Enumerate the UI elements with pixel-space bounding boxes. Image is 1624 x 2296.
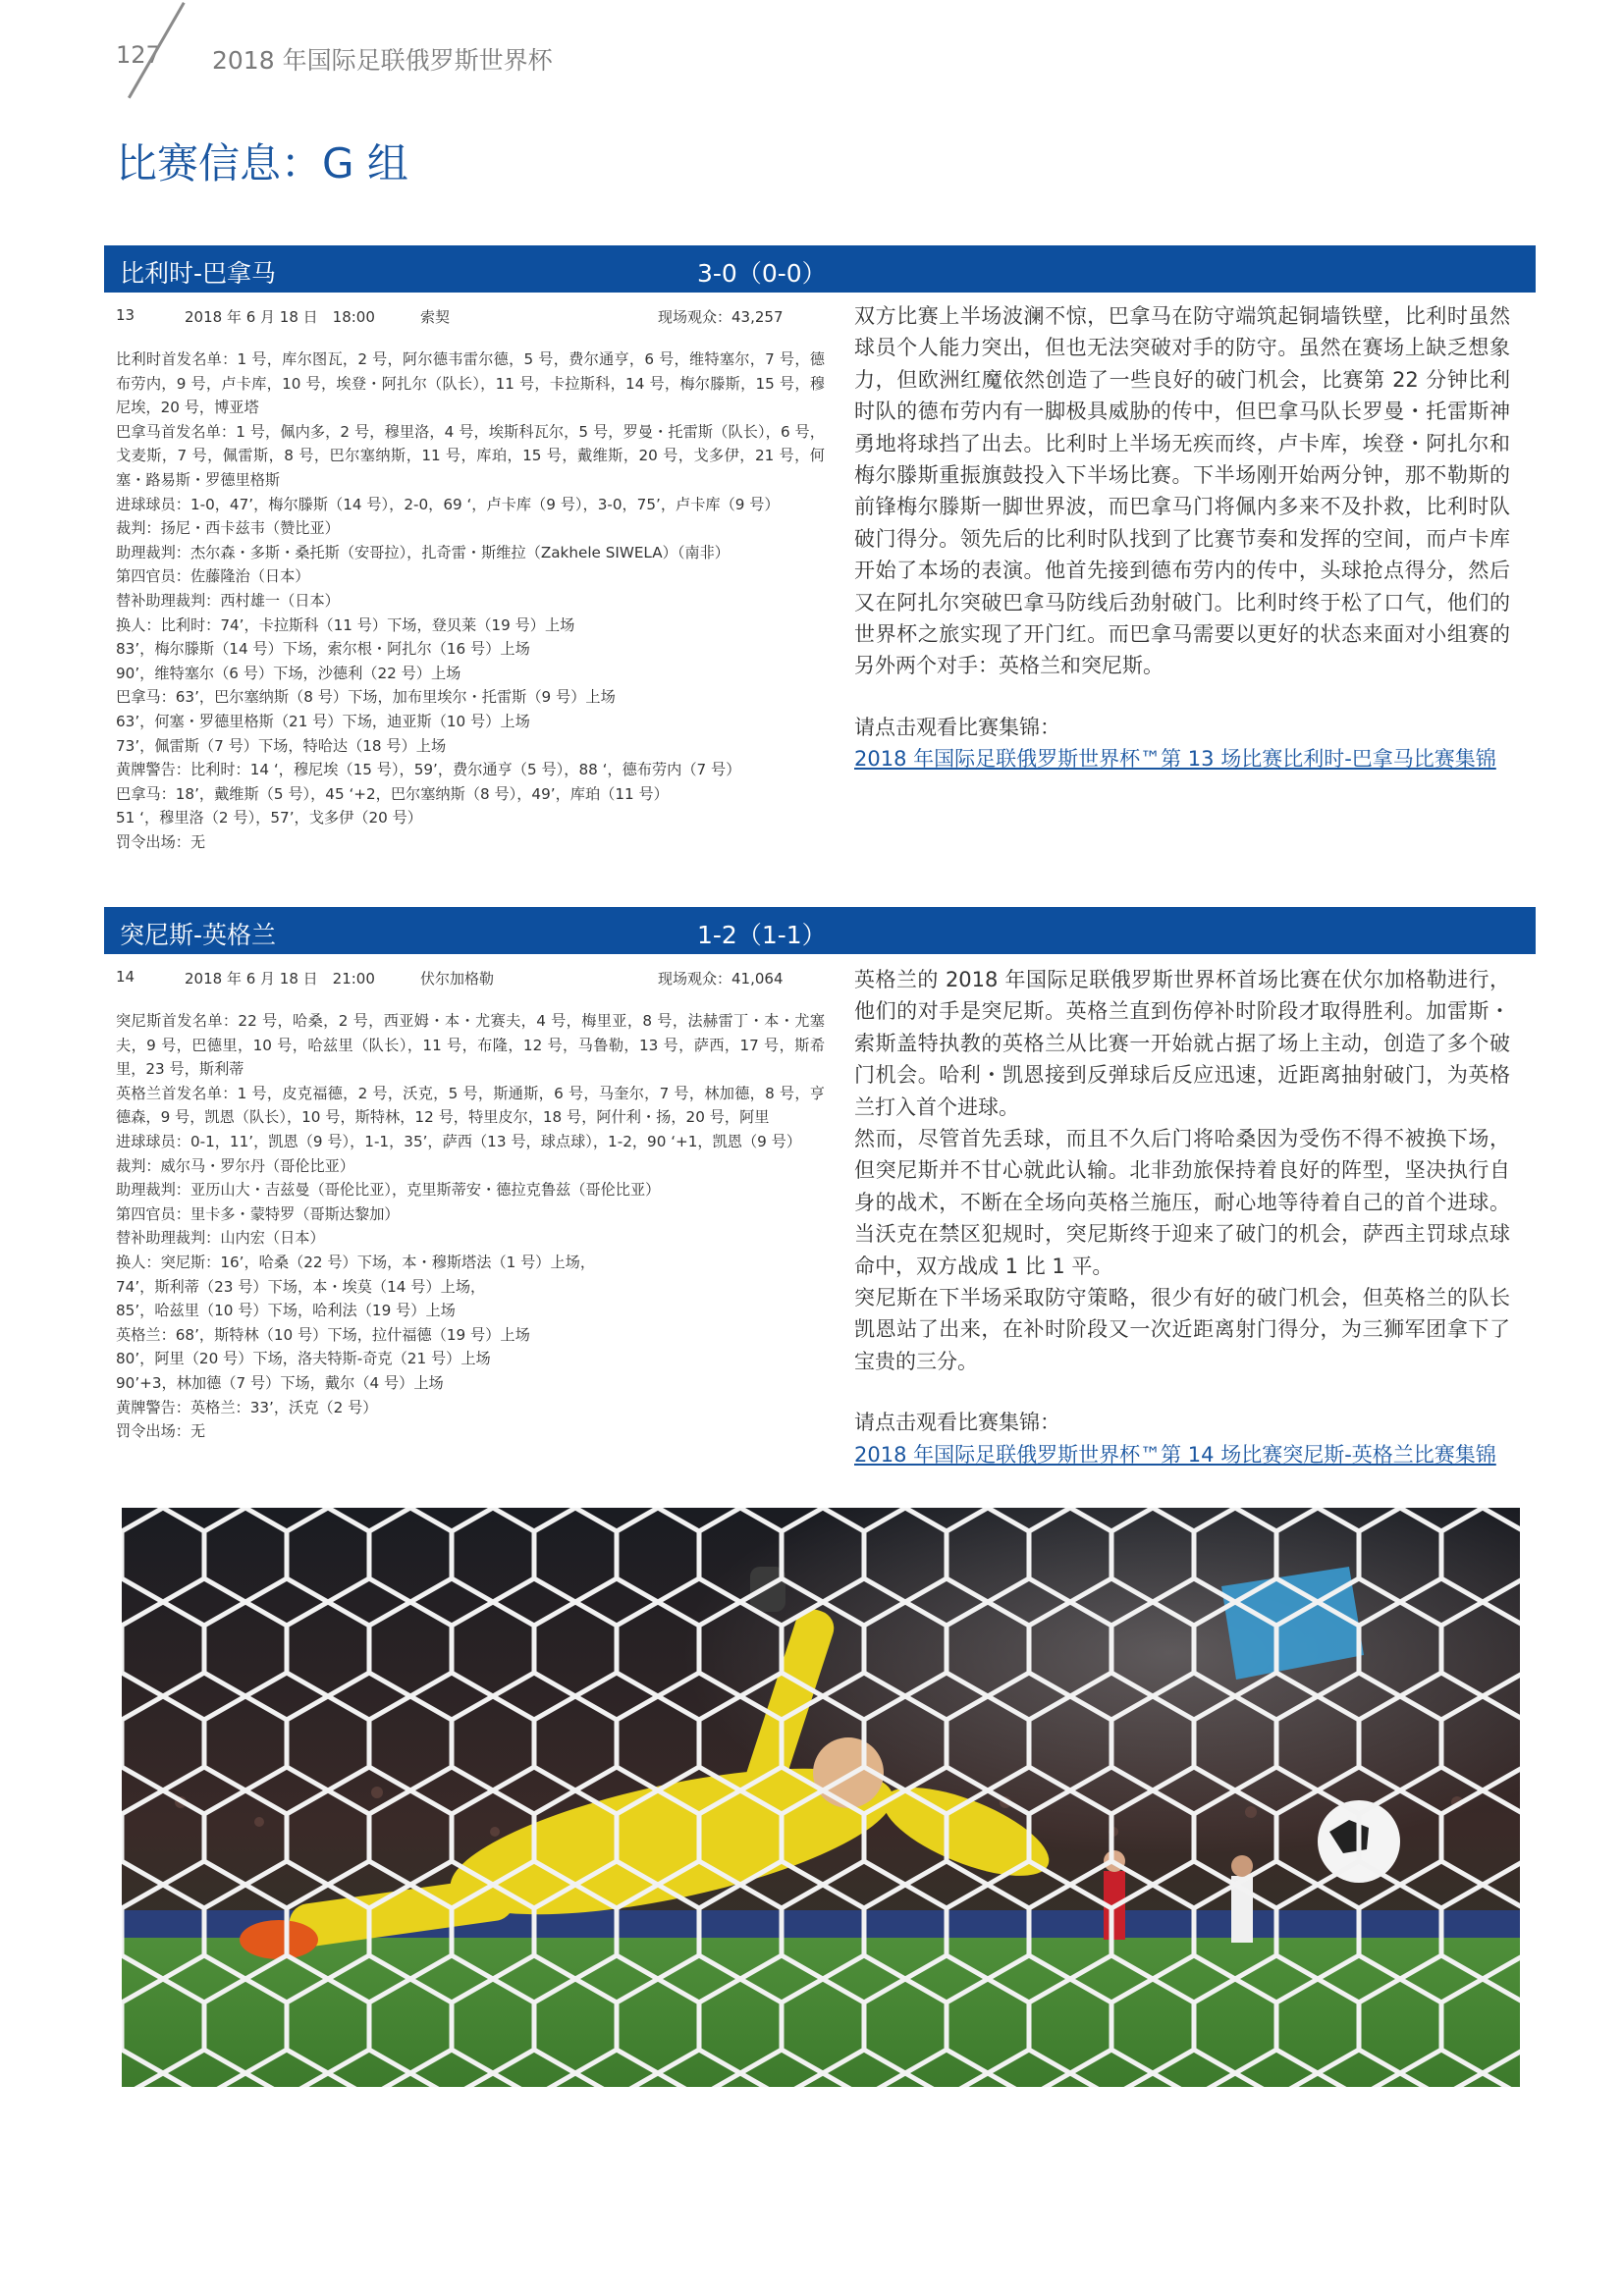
match-number: 14 bbox=[116, 968, 135, 986]
detail-line: 第四官员：佐藤隆治（日本） bbox=[116, 567, 310, 586]
detail-line: 进球球员：1-0，47’，梅尔滕斯（14 号），2-0，69 ‘，卢卡库（9 号），3-0，75’，卢卡库（9 号） bbox=[116, 495, 780, 513]
detail-line: 替补助理裁判：山内宏（日本） bbox=[116, 1229, 325, 1248]
match-details bbox=[116, 1009, 825, 1444]
highlights-prompt: 请点击观看比赛集锦： bbox=[854, 715, 1060, 739]
detail-line: 巴拿马首发名单：1 号，佩内多，2 号，穆里洛，4 号，埃斯科瓦尔，5 号，罗曼・托雷斯（队长），6 号，戈麦斯，7 号，佩雷斯，8 号，巴尔塞纳斯，11 号，库珀，15 号，戴维斯，20 号，戈多伊，21 号，何塞・路易斯・罗德里格斯 bbox=[116, 422, 825, 489]
match-attendance: 现场观众：43,257 bbox=[658, 308, 784, 326]
match-attendance: 现场观众：41,064 bbox=[658, 970, 784, 988]
detail-line: 罚令出场：无 bbox=[116, 832, 206, 851]
match-header-bar bbox=[104, 907, 1536, 954]
detail-line: 英格兰首发名单：1 号，皮克福德，2 号，沃克，5 号，斯通斯，6 号，马奎尔，7 号，林加德，8 号，亨德森，9 号，凯恩（队长），10 号，斯特林，12 号，特里皮尔，18 号，阿什利・扬，20 号，阿里 bbox=[116, 1084, 825, 1127]
match-narrative bbox=[854, 300, 1510, 775]
goalkeeper-dive-illustration bbox=[122, 1508, 1520, 2087]
detail-line: 黄牌警告：比利时：14 ‘，穆尼埃（15 号），59’，费尔通亨（5 号），88 ‘，德布劳内（7 号） bbox=[116, 761, 741, 779]
match-details bbox=[116, 347, 825, 854]
match-number: 13 bbox=[116, 306, 135, 324]
highlights-prompt: 请点击观看比赛集锦： bbox=[854, 1411, 1060, 1435]
detail-line: 英格兰：68’，斯特林（10 号）下场，拉什福德（19 号）上场 bbox=[116, 1325, 530, 1344]
narrative-paragraph: 然而，尽管首先丢球，而且不久后门将哈桑因为受伤不得不被换下场，但突尼斯并不甘心就此认输。北非劲旅保持着良好的阵型，坚决执行自身的战术，不断在全场向英格兰施压，耐心地等待着自己的首个进球。当沃克在禁区犯规时，突尼斯终于迎来了破门的机会，萨西主罚球点球命中，双方战成 1 比 1 平。 bbox=[854, 1127, 1510, 1278]
detail-line: 80’，阿里（20 号）下场，洛夫特斯-奇克（21 号）上场 bbox=[116, 1350, 491, 1368]
detail-line: 黄牌警告：英格兰：33’，沃克（2 号） bbox=[116, 1398, 378, 1416]
detail-line: 51 ‘，穆里洛（2 号），57’，戈多伊（20 号） bbox=[116, 809, 422, 828]
page-number: 127 bbox=[116, 41, 161, 69]
match-score: 3-0（0-0） bbox=[697, 259, 827, 288]
detail-line: 裁判：扬尼・西卡兹韦（赞比亚） bbox=[116, 519, 340, 538]
detail-line: 90’，维特塞尔（6 号）下场，沙德利（22 号）上场 bbox=[116, 664, 461, 682]
detail-line: 90’+3，林加德（7 号）下场，戴尔（4 号）上场 bbox=[116, 1373, 444, 1392]
match-teams: 突尼斯-英格兰 bbox=[120, 921, 277, 949]
detail-line: 进球球员：0-1，11’，凯恩（9 号），1-1，35’，萨西（13 号，球点球），1-2，90 ‘+1，凯恩（9 号） bbox=[116, 1132, 802, 1150]
highlights-link[interactable]: 2018 年国际足联俄罗斯世界杯™第 14 场比赛突尼斯-英格兰比赛集锦 bbox=[854, 1442, 1496, 1467]
detail-line: 83’，梅尔滕斯（14 号）下场，索尔根・阿扎尔（16 号）上场 bbox=[116, 640, 530, 659]
match-score: 1-2（1-1） bbox=[697, 921, 827, 949]
detail-line: 巴拿马：18’，戴维斯（5 号），45 ‘+2，巴尔塞纳斯（8 号），49’，库珀（11 号） bbox=[116, 784, 669, 803]
detail-line: 助理裁判：亚历山大・吉兹曼（哥伦比亚），克里斯蒂安・德拉克鲁兹（哥伦比亚） bbox=[116, 1181, 661, 1200]
detail-line: 巴拿马：63’，巴尔塞纳斯（8 号）下场，加布里埃尔・托雷斯（9 号）上场 bbox=[116, 688, 616, 707]
detail-line: 换人：比利时：74’，卡拉斯科（11 号）下场，登贝莱（19 号）上场 bbox=[116, 615, 575, 634]
match-narrative bbox=[854, 964, 1510, 1470]
match-photo bbox=[122, 1508, 1520, 2087]
detail-line: 73’，佩雷斯（7 号）下场，特哈达（18 号）上场 bbox=[116, 736, 447, 755]
match-venue: 伏尔加格勒 bbox=[420, 970, 495, 988]
highlights-link[interactable]: 2018 年国际足联俄罗斯世界杯™第 13 场比赛比利时-巴拿马比赛集锦 bbox=[854, 747, 1496, 772]
match-header-bar bbox=[104, 245, 1536, 293]
detail-line: 裁判：威尔马・罗尔丹（哥伦比亚） bbox=[116, 1156, 354, 1175]
match-date-time: 2018 年 6 月 18 日 21:00 bbox=[185, 970, 375, 988]
detail-line: 罚令出场：无 bbox=[116, 1422, 206, 1441]
detail-line: 85’，哈兹里（10 号）下场，哈利法（19 号）上场 bbox=[116, 1302, 456, 1320]
running-title: 2018 年国际足联俄罗斯世界杯 bbox=[212, 46, 553, 75]
narrative-paragraph: 英格兰的 2018 年国际足联俄罗斯世界杯首场比赛在伏尔加格勒进行，他们的对手是突尼斯。英格兰直到伤停补时阶段才取得胜利。加雷斯・索斯盖特执教的英格兰从比赛一开始就占据了场上主动，创造了多个破门机会。哈利・凯恩接到反弹球后反应迅速，近距离抽射破门，为英格兰打入首个进球。 bbox=[854, 968, 1510, 1119]
detail-line: 换人：突尼斯：16’，哈桑（22 号）下场，本・穆斯塔法（1 号）上场， bbox=[116, 1253, 596, 1271]
narrative-paragraph: 双方比赛上半场波澜不惊，巴拿马在防守端筑起铜墙铁壁，比利时虽然球员个人能力突出，但也无法突破对手的防守。虽然在赛场上缺乏想象力，但欧洲红魔依然创造了一些良好的破门机会，比赛第 22 分钟比利时队的德布劳内有一脚极具威胁的传中，但巴拿马队长罗曼・托雷斯神勇地将球挡了出去。比利时上半场无疾而终，卢卡库，埃登・阿扎尔和梅尔滕斯重振旗鼓投入下半场比赛。下半场刚开始两分钟，那不勒斯的前锋梅尔滕斯一脚世界波，而巴拿马门将佩内多来不及扑救，比利时队破门得分。领先后的比利时队找到了比赛节奏和发挥的空间，而卢卡库开始了本场的表演。他首先接到德布劳内的传中，头球抢点得分，然后又在阿扎尔突破巴拿马防线后劲射破门。比利时终于松了口气，他们的世界杯之旅实现了开门红。而巴拿马需要以更好的状态来面对小组赛的另外两个对手：英格兰和突尼斯。 bbox=[854, 304, 1510, 678]
detail-line: 74’，斯利蒂（23 号）下场，本・埃莫（14 号）上场， bbox=[116, 1277, 486, 1296]
narrative-paragraph: 突尼斯在下半场采取防守策略，很少有好的破门机会，但英格兰的队长凯恩站了出来，在补时阶段又一次近距离射门得分，为三狮军团拿下了宝贵的三分。 bbox=[854, 1286, 1510, 1373]
detail-line: 比利时首发名单：1 号，库尔图瓦，2 号，阿尔德韦雷尔德，5 号，费尔通亨，6 号，维特塞尔，7 号，德布劳内，9 号，卢卡库，10 号，埃登・阿扎尔（队长），11 号，卡拉斯科，14 号，梅尔滕斯，15 号，穆尼埃，20 号，博亚塔 bbox=[116, 350, 825, 417]
detail-line: 63’，何塞・罗德里格斯（21 号）下场，迪亚斯（10 号）上场 bbox=[116, 712, 530, 730]
detail-line: 替补助理裁判：西村雄一（日本） bbox=[116, 591, 340, 610]
page-title: 比赛信息：G 组 bbox=[116, 139, 408, 187]
match-date-time: 2018 年 6 月 18 日 18:00 bbox=[185, 308, 375, 326]
detail-line: 助理裁判：杰尔森・多斯・桑托斯（安哥拉），扎奇雷・斯维拉（Zakhele SIWELA）（南非） bbox=[116, 543, 730, 561]
match-venue: 索契 bbox=[420, 308, 451, 326]
detail-line: 第四官员：里卡多・蒙特罗（哥斯达黎加） bbox=[116, 1204, 400, 1223]
match-teams: 比利时-巴拿马 bbox=[120, 259, 277, 288]
detail-line: 突尼斯首发名单：22 号，哈桑，2 号，西亚姆・本・尤赛夫，4 号，梅里亚，8 号，法赫雷丁・本・尤塞夫，9 号，巴德里，10 号，哈兹里（队长），11 号，布隆，12 号，马鲁勒，13 号，萨西，17 号，斯希里，23 号，斯利蒂 bbox=[116, 1012, 825, 1079]
